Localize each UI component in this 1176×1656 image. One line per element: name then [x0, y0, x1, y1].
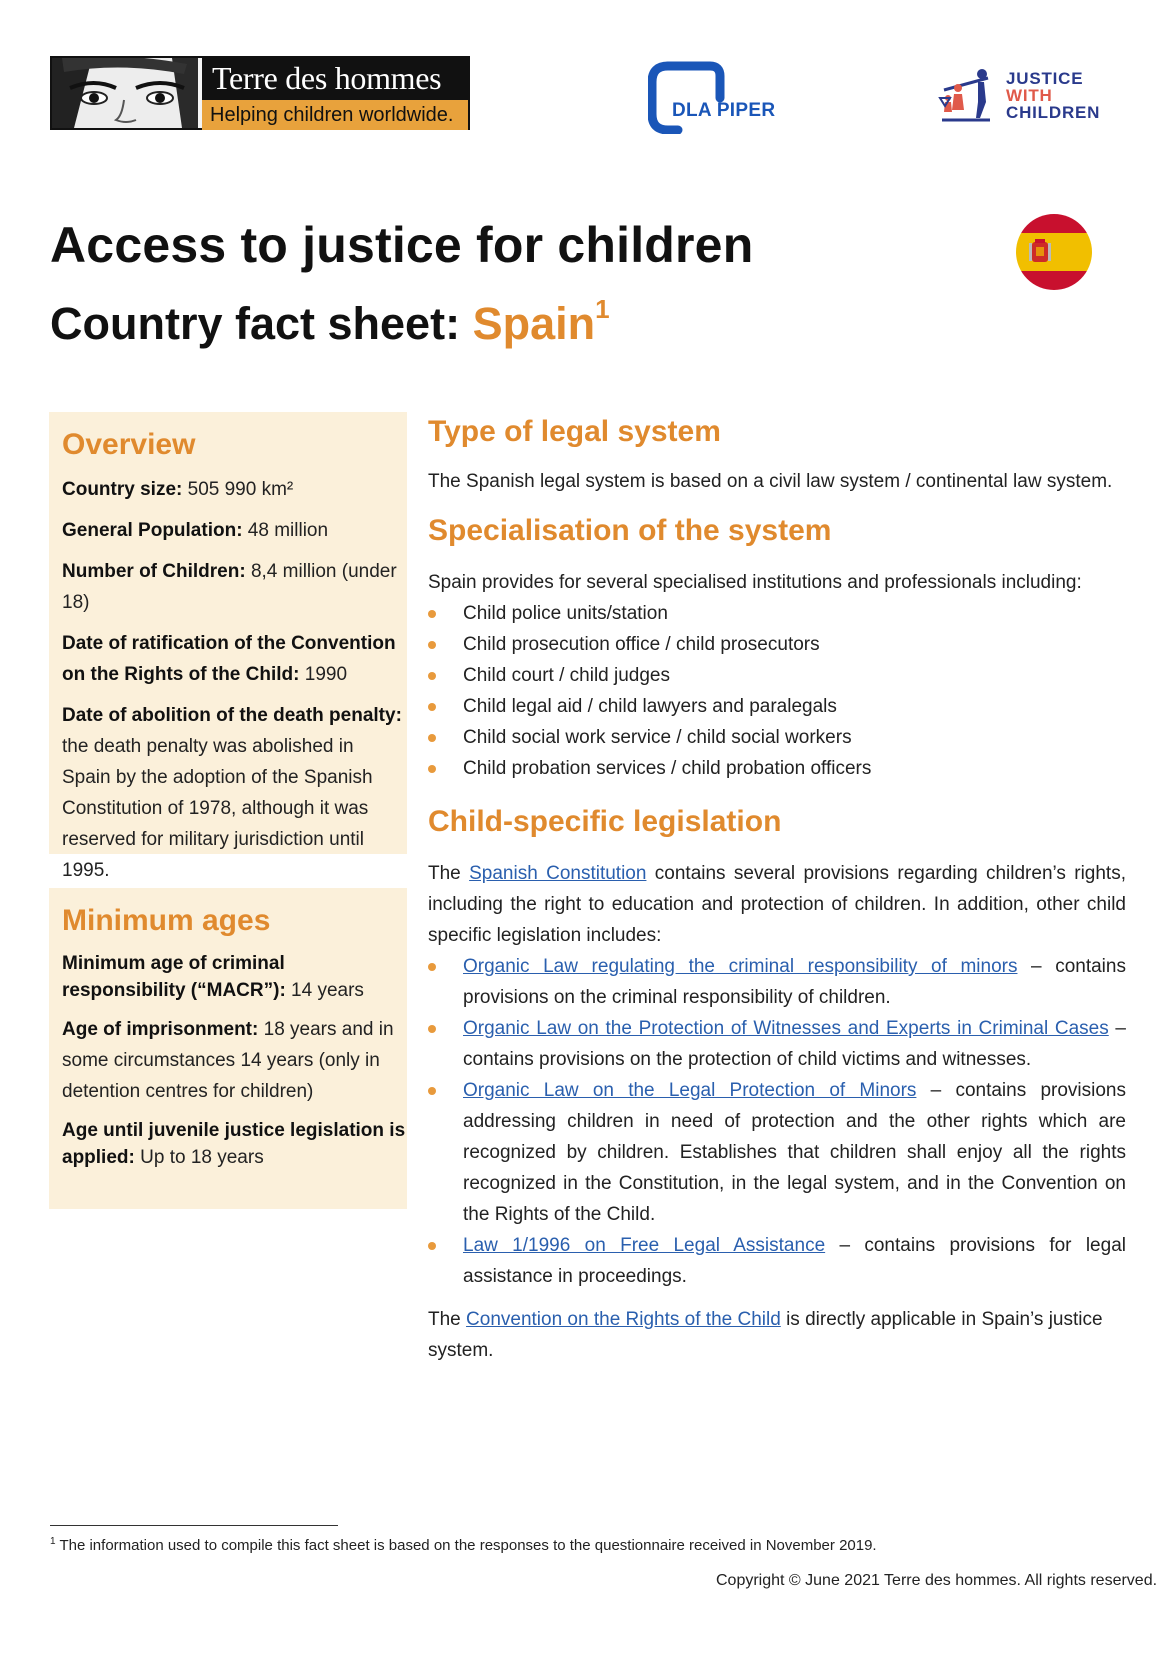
minimum-ages-heading: Minimum ages: [62, 904, 271, 937]
overview-number-of-children: Number of Children: 8,4 million (under 18): [62, 561, 397, 613]
dla-piper-name: DLA PIPER: [672, 100, 776, 121]
bullet-icon: [428, 1087, 436, 1095]
jwc-line-with: WITH: [1006, 86, 1053, 105]
organic-law-criminal-responsibility-link[interactable]: Organic Law regulating the criminal responsibility of minors: [463, 956, 1018, 977]
crc-applicability: The Convention on the Rights of the Child is directly applicable in Spain’s justice system.: [428, 1309, 1103, 1361]
subtitle-prefix: Country fact sheet:: [50, 298, 473, 349]
jwc-line-justice: JUSTICE: [1006, 69, 1084, 88]
legislation-list: [428, 951, 1126, 1292]
legislation-intro: The Spanish Constitution contains several provisions regarding children’s rights, including the right to education and protection of children. In addition, other child specific legislation includes:: [428, 863, 1126, 946]
overview-heading: Overview: [62, 428, 196, 461]
dla-piper-mark-icon: [648, 58, 778, 134]
list-item: Law 1/1996 on Free Legal Assistance – contains provisions for legal assistance in proceedings.: [428, 1230, 1126, 1292]
overview-death-penalty: Date of abolition of the death penalty: the death penalty was abolished in Spain by the adoption of the Spanish Constitution of 1978, although it was reserved for military jurisdiction until 1995.: [62, 705, 402, 881]
age-juvenile-justice: Age until juvenile justice legislation is applied: Up to 18 years: [62, 1120, 406, 1168]
spanish-constitution-link[interactable]: Spanish Constitution: [469, 863, 647, 884]
justice-with-children-logo: [938, 66, 1118, 126]
jwc-line-children: CHILDREN: [1006, 103, 1101, 122]
bullet-icon: [428, 610, 436, 618]
bullet-icon: [428, 963, 436, 971]
bullet-icon: [428, 765, 436, 773]
list-item: Organic Law on the Legal Protection of Minors – contains provisions addressing children in need of protection and the other rights which are recognized by children. Establishes that children shall enjoy all the rights recognized in the Constitution, in the legal system, and in the Convention on the Rights of the Child.: [428, 1075, 1126, 1230]
list-item: Child probation services / child probation officers: [428, 753, 1126, 784]
bullet-icon: [428, 1025, 436, 1033]
main-content: [428, 410, 1126, 1366]
bullet-icon: [428, 641, 436, 649]
legal-system-heading: Type of legal system: [428, 415, 721, 448]
list-item: Child police units/station: [428, 598, 1126, 629]
organic-law-minors-link[interactable]: Organic Law on the Legal Protection of Minors: [463, 1080, 917, 1101]
specialisation-list: [428, 598, 1126, 784]
list-item: Child social work service / child social workers: [428, 722, 1126, 753]
child-face-photo: [52, 58, 202, 128]
list-item: Child prosecution office / child prosecutors: [428, 629, 1126, 660]
subtitle-footnote-mark: 1: [595, 294, 610, 324]
footnote-divider: [50, 1525, 338, 1526]
list-item: Child court / child judges: [428, 660, 1126, 691]
overview-country-size: Country size: 505 990 km²: [62, 479, 294, 500]
minimum-ages-box: [49, 888, 407, 1209]
scales-family-icon: [938, 68, 998, 126]
specialisation-intro: Spain provides for several specialised institutions and professionals including:: [428, 572, 1082, 593]
legal-system-text: The Spanish legal system is based on a civil law system / continental law system.: [428, 471, 1113, 492]
tdh-name: Terre des hommes: [202, 58, 468, 98]
bullet-icon: [428, 734, 436, 742]
overview-box: [49, 412, 407, 881]
organic-law-witnesses-link[interactable]: Organic Law on the Protection of Witnesses and Experts in Criminal Cases: [463, 1018, 1109, 1039]
tdh-tagline: Helping children worldwide.: [202, 98, 468, 130]
minimum-age-criminal-responsibility: Minimum age of criminal responsibility (“MACR”): 14 years: [62, 953, 364, 1001]
spain-flag-icon: [1016, 214, 1092, 290]
age-of-imprisonment: Age of imprisonment: 18 years and in some circumstances 14 years (only in detention centres for children): [62, 1019, 394, 1102]
bullet-icon: [428, 672, 436, 680]
footnote: $^1$ The information used to compile this fact sheet is based on the responses to the questionnaire received in November 2019.: [50, 1536, 877, 1554]
bullet-icon: [428, 1242, 436, 1250]
legislation-heading: Child-specific legislation: [428, 805, 782, 838]
terre-des-hommes-logo: [50, 56, 470, 130]
overview-crc-ratification: Date of ratification of the Convention on the Rights of the Child: 1990: [62, 633, 396, 685]
page-title: Access to justice for children: [50, 217, 754, 273]
list-item: Organic Law regulating the criminal responsibility of minors – contains provisions on the criminal responsibility of children.: [428, 951, 1126, 1013]
free-legal-assistance-link[interactable]: Law 1/1996 on Free Legal Assistance: [463, 1235, 826, 1256]
list-item: Organic Law on the Protection of Witnesses and Experts in Criminal Cases – contains provisions on the protection of child victims and witnesses.: [428, 1013, 1126, 1075]
subtitle-country: Spain: [472, 298, 596, 349]
bullet-icon: [428, 703, 436, 711]
crc-link[interactable]: Convention on the Rights of the Child: [466, 1309, 781, 1330]
page-subtitle: [50, 294, 610, 350]
specialisation-heading: Specialisation of the system: [428, 514, 832, 547]
overview-population: General Population: 48 million: [62, 520, 329, 541]
dla-piper-logo: [648, 58, 778, 134]
list-item: Child legal aid / child lawyers and paralegals: [428, 691, 1126, 722]
copyright: Copyright © June 2021 Terre des hommes. All rights reserved.: [716, 1572, 1158, 1589]
